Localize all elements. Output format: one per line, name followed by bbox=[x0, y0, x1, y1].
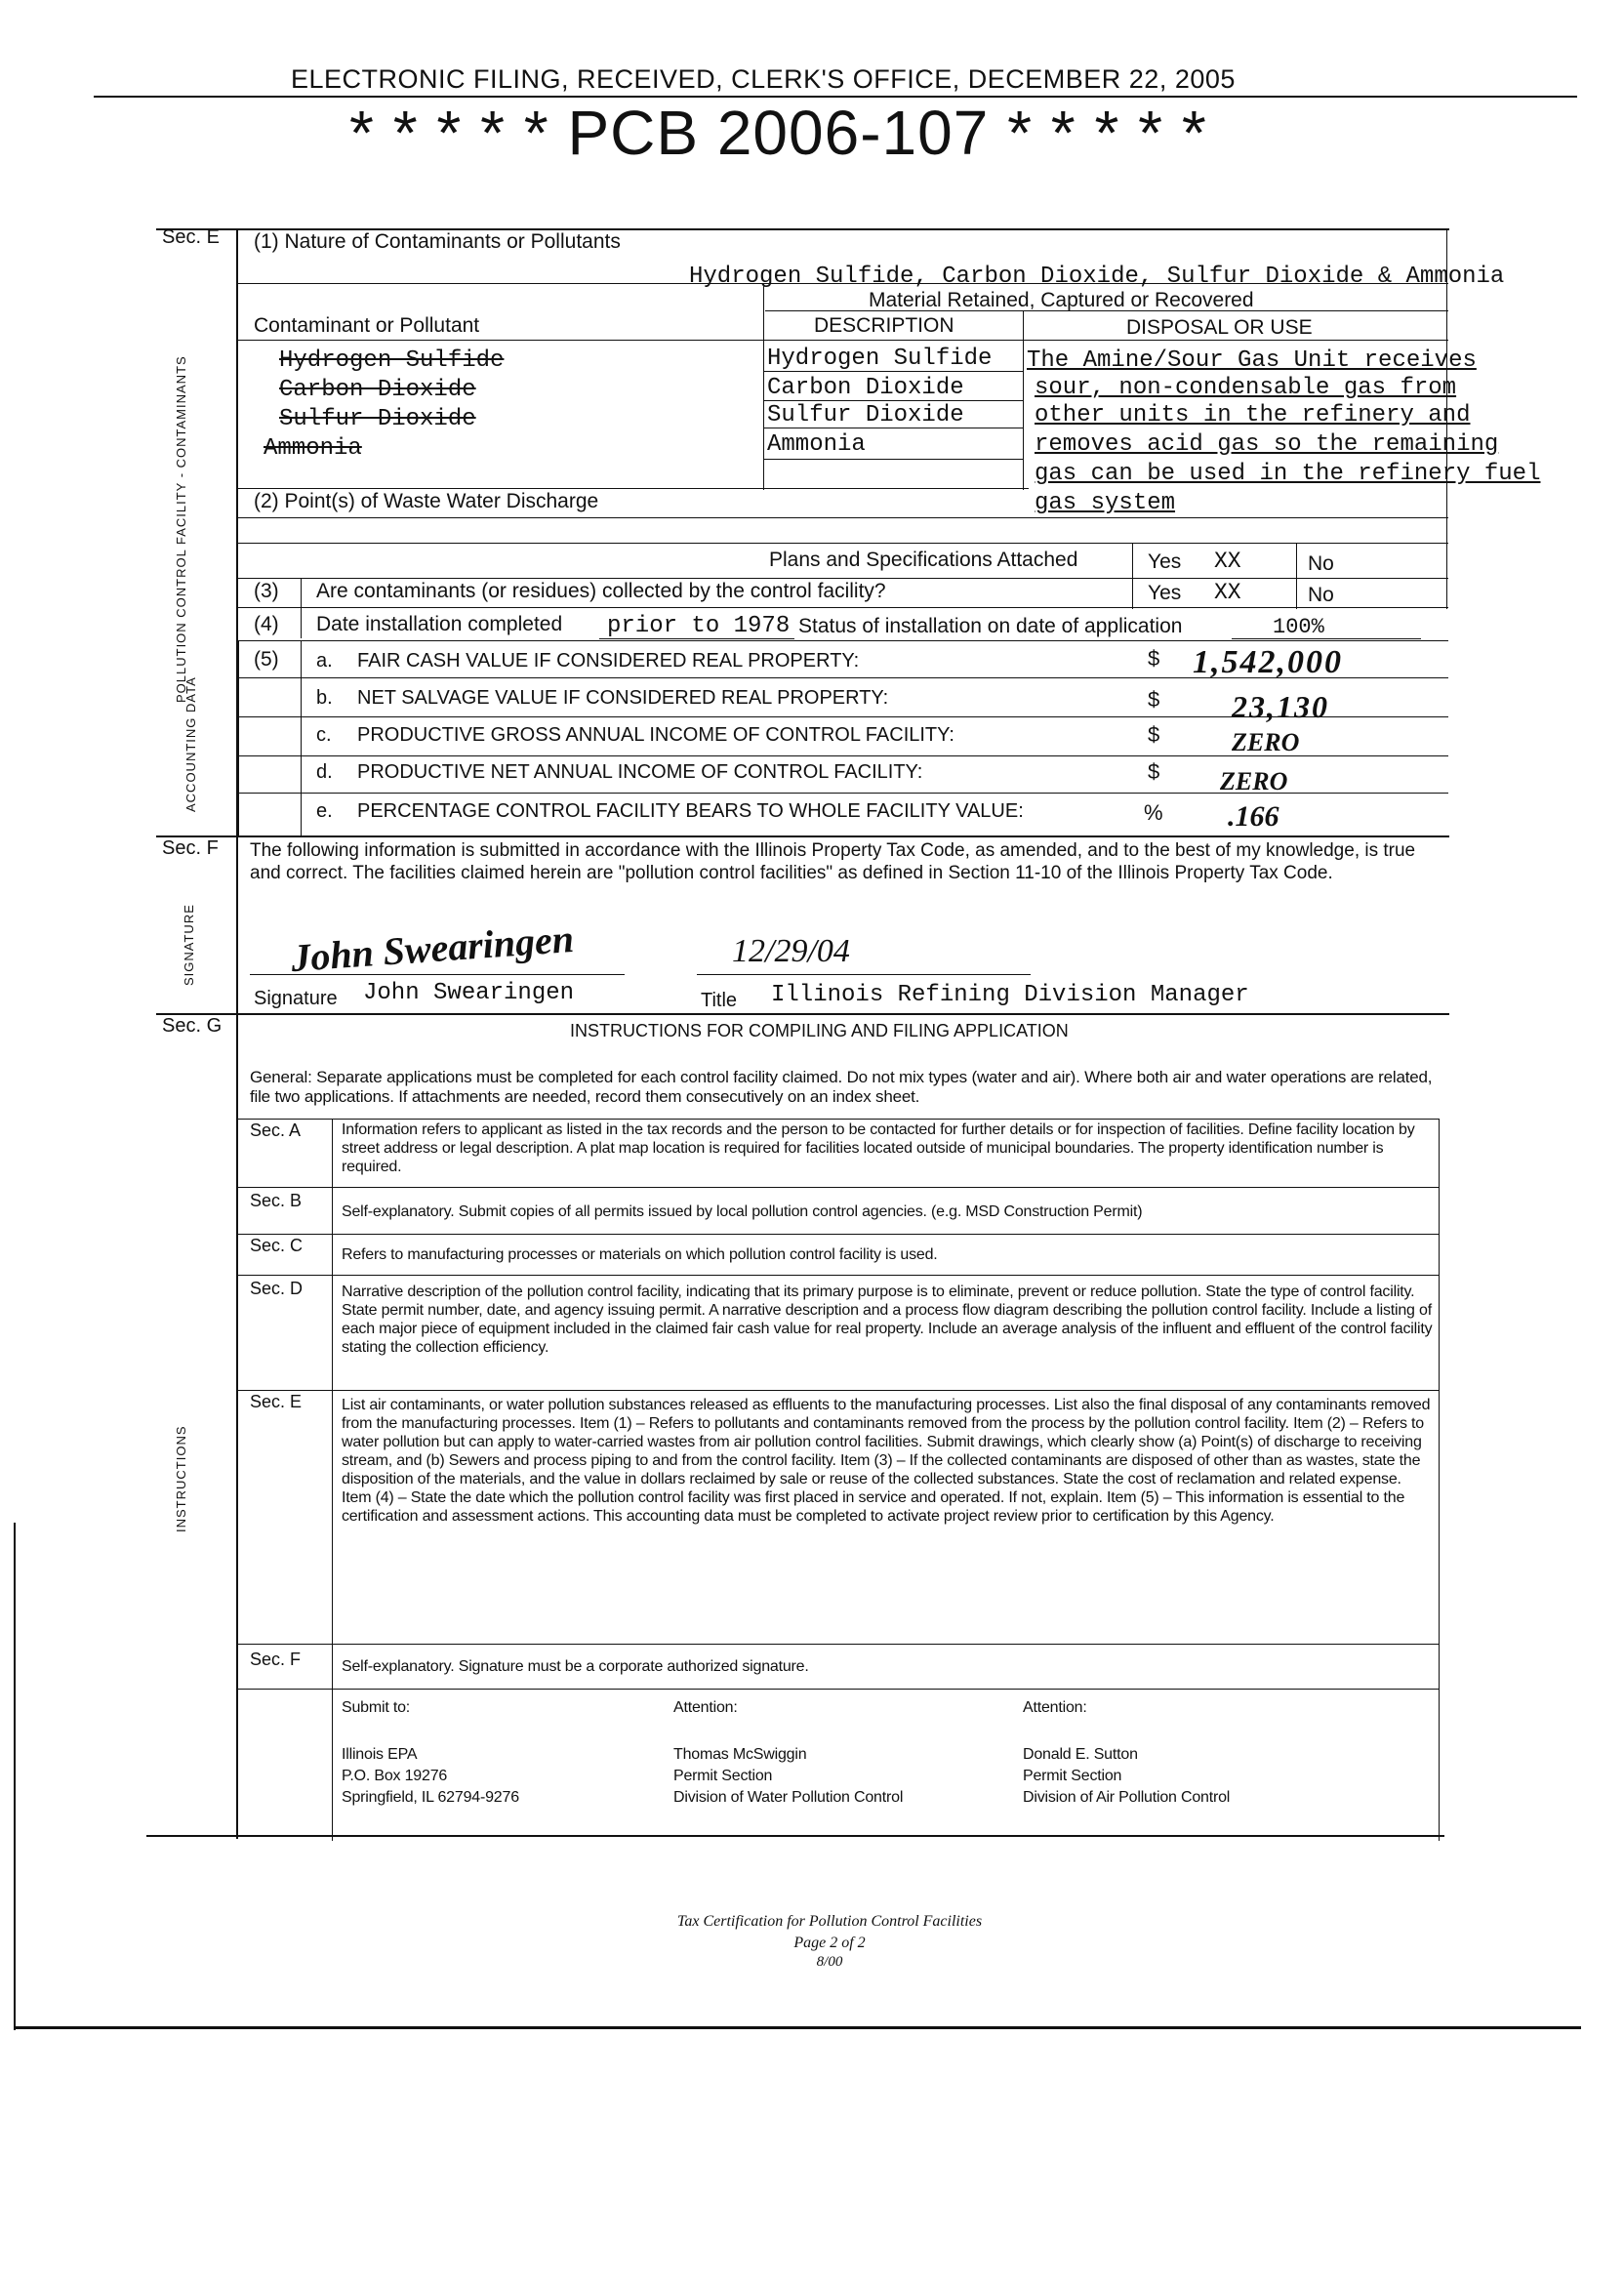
submit-line-1: Illinois EPA bbox=[342, 1746, 418, 1763]
item4-value-rule bbox=[599, 638, 794, 639]
plans-divider bbox=[1132, 543, 1133, 609]
plans-no-divider bbox=[1296, 543, 1297, 609]
acct-b-value: 23,130 bbox=[1232, 689, 1329, 724]
attention1-line-3: Division of Water Pollution Control bbox=[673, 1789, 904, 1806]
item5-num-divider bbox=[301, 640, 302, 835]
signature-label: Signature bbox=[254, 988, 338, 1009]
sec-g-general: General: Separate applications must be completed for each control facility claimed. Do not mix types (water and air). Where both air and water operations are related, file two applications. If attachments are needed, record them consecutively on an index sheet. bbox=[250, 1068, 1433, 1106]
col-header-rule bbox=[238, 340, 1448, 341]
sec-f-side-label: SIGNATURE bbox=[182, 904, 196, 986]
plans-yes-value[interactable]: XX bbox=[1214, 549, 1241, 574]
instr-b-text: Self-explanatory. Submit copies of all permits issued by local pollution control agencies. (e.g. MSD Construction Permit) bbox=[342, 1203, 1143, 1220]
disposal-line-3: other units in the refinery and bbox=[1035, 402, 1471, 428]
instr-rule-d bbox=[236, 1390, 1439, 1391]
signature-rule bbox=[250, 974, 625, 975]
contaminant-4: Ammonia bbox=[264, 435, 362, 462]
item2-rule bbox=[238, 517, 1448, 518]
instr-right-frame bbox=[1439, 1119, 1440, 1841]
item-num-divider bbox=[301, 578, 302, 638]
row-rule-contam-end bbox=[238, 488, 1029, 489]
disposal-line-6: gas system bbox=[1035, 490, 1176, 516]
material-header: Material Retained, Captured or Recovered bbox=[869, 289, 1254, 311]
attention2-line-1: Donald E. Sutton bbox=[1023, 1746, 1138, 1763]
acct-b-letter: b. bbox=[316, 687, 333, 709]
item3-yes-value[interactable]: XX bbox=[1214, 580, 1241, 605]
acct-a-letter: a. bbox=[316, 650, 333, 672]
disposal-line-1: The Amine/Sour Gas Unit receives bbox=[1027, 347, 1477, 374]
page-bottom-rule bbox=[14, 2026, 1581, 2029]
acct-c-unit: $ bbox=[1148, 722, 1160, 747]
sec-f-bottom-rule bbox=[156, 1013, 1449, 1015]
item1-value: Hydrogen Sulfide, Carbon Dioxide, Sulfur Dioxide & Ammonia bbox=[689, 264, 1505, 290]
contaminant-2: Carbon Dioxide bbox=[279, 377, 476, 403]
item3-no-label: No bbox=[1308, 584, 1334, 606]
accounting-side-label: ACCOUNTING DATA bbox=[183, 676, 198, 812]
acct-d-unit: $ bbox=[1148, 759, 1160, 784]
item3-num: (3) bbox=[254, 580, 279, 602]
col-disposal: DISPOSAL OR USE bbox=[1126, 316, 1313, 339]
item4-rule bbox=[238, 640, 1448, 641]
instr-e-text: List air contaminants, or water pollution substances released as effluents to the manufacturing processes. List also the final disposal of any contaminants removed from the manufacturing processes. Item (1) – Refers to pollutants and contaminants removed from the process by the pollution control facility. Item (2) – Refers to water pollution but can apply to water-carried wastes from air pollution control facilities. Submit drawings, which clearly show (a) Point(s) of discharge to receiving stream, and (b) Sewers and process piping to and from the control facility. Item (3) – If the collected contaminants are disposed of other than as wastes, state the disposition of the materials, and the value in dollars reclaimed by sale or reuse of the collected substances. State the cost of reclamation and related expense. Item (4) – State the date which the pollution control facility was first placed in service and operated. If not, explain. Item (5) – This information is essential to the certification and assessment actions. This accounting data must be completed to activate project review prior to certification by this Agency. bbox=[342, 1397, 1431, 1525]
item3-yes-label: Yes bbox=[1148, 582, 1182, 604]
description-1: Hydrogen Sulfide bbox=[767, 346, 993, 372]
signature-name: John Swearingen bbox=[363, 980, 575, 1006]
instr-a-sec: Sec. A bbox=[250, 1121, 302, 1140]
item3-rule bbox=[238, 607, 1448, 608]
acct-c-label: PRODUCTIVE GROSS ANNUAL INCOME OF CONTROL FACILITY: bbox=[357, 724, 954, 746]
disposal-line-2: sour, non-condensable gas from bbox=[1035, 375, 1457, 401]
sec-e-side-label: POLLUTION CONTROL FACILITY - CONTAMINANTS bbox=[174, 355, 188, 703]
description-3: Sulfur Dioxide bbox=[767, 402, 964, 428]
contaminant-3: Sulfur Dioxide bbox=[279, 406, 476, 432]
sec-e-label: Sec. E bbox=[162, 226, 220, 248]
acct-c-letter: c. bbox=[316, 724, 332, 746]
acct-b-unit: $ bbox=[1148, 687, 1160, 712]
acct-d-value: ZERO bbox=[1220, 767, 1288, 795]
acct-rule-d bbox=[238, 793, 1448, 794]
instr-table-top bbox=[236, 1119, 1439, 1120]
instr-e-sec: Sec. E bbox=[250, 1392, 303, 1411]
footer-form-title: Tax Certification for Pollution Control Facilities bbox=[676, 1913, 983, 1930]
attention1-line-2: Permit Section bbox=[673, 1768, 773, 1784]
acct-rule-c bbox=[238, 755, 1448, 756]
item4-label: Date installation completed bbox=[316, 613, 563, 635]
desc-rule-1 bbox=[763, 371, 1023, 372]
sec-f-label: Sec. F bbox=[162, 837, 219, 859]
filing-stamp: ELECTRONIC FILING, RECEIVED, CLERK'S OFFICE, DECEMBER 22, 2005 bbox=[291, 64, 1236, 94]
date-rule bbox=[697, 974, 1031, 975]
acct-a-unit: $ bbox=[1148, 646, 1160, 671]
desc-rule-4 bbox=[763, 459, 1023, 460]
acct-e-letter: e. bbox=[316, 800, 333, 822]
acct-d-label: PRODUCTIVE NET ANNUAL INCOME OF CONTROL FACILITY: bbox=[357, 761, 923, 783]
item2-label: (2) Point(s) of Waste Water Discharge bbox=[254, 490, 599, 512]
description-2: Carbon Dioxide bbox=[767, 375, 964, 401]
plans-yes-label: Yes bbox=[1148, 550, 1182, 573]
title-value: Illinois Refining Division Manager bbox=[771, 982, 1249, 1008]
sec-g-heading: INSTRUCTIONS FOR COMPILING AND FILING APPLICATION bbox=[570, 1021, 1069, 1040]
attention1-label: Attention: bbox=[673, 1699, 738, 1716]
plans-no-label: No bbox=[1308, 552, 1334, 575]
acct-rule-b bbox=[238, 716, 1448, 717]
item5-num: (5) bbox=[254, 648, 279, 671]
instr-rule-f bbox=[236, 1689, 1439, 1690]
sec-g-label: Sec. G bbox=[162, 1015, 223, 1037]
title-label: Title bbox=[701, 990, 738, 1011]
item4-status-label: Status of installation on date of application bbox=[798, 615, 1183, 637]
instr-d-sec: Sec. D bbox=[250, 1279, 304, 1298]
footer-rev: 8/00 bbox=[816, 1954, 843, 1970]
instr-f-text: Self-explanatory. Signature must be a corporate authorized signature. bbox=[342, 1658, 809, 1675]
col-contaminant: Contaminant or Pollutant bbox=[254, 314, 480, 337]
attention2-label: Attention: bbox=[1023, 1699, 1087, 1716]
bottom-rule bbox=[146, 1835, 1444, 1837]
instr-sec-divider bbox=[332, 1119, 333, 1841]
material-rule bbox=[765, 310, 1448, 311]
disposal-line-4: removes acid gas so the remaining bbox=[1035, 431, 1499, 458]
instr-rule-c bbox=[236, 1275, 1439, 1276]
case-number: * * * * * PCB 2006-107 * * * * * bbox=[349, 98, 1207, 168]
signature-script: John Swearingen bbox=[289, 916, 576, 981]
col-divider-2 bbox=[1023, 310, 1024, 490]
disposal-line-5: gas can be used in the refinery fuel bbox=[1035, 461, 1541, 487]
attention2-line-2: Permit Section bbox=[1023, 1768, 1122, 1784]
item3-label: Are contaminants (or residues) collected by the control facility? bbox=[316, 580, 886, 602]
desc-rule-2 bbox=[763, 400, 1023, 401]
acct-d-letter: d. bbox=[316, 761, 333, 783]
instr-d-text: Narrative description of the pollution control facility, indicating that its primary purpose is to eliminate, prevent or reduce pollution. State the type of control facility. State permit number, date, and agency issuing permit. A narrative description and a process flow diagram describing the pollution control facility. Include a listing of each major piece of equipment included in the claimed fair cash value for real property. Include an average analysis of the influent and effluent of the control facility stating the collection efficiency. bbox=[342, 1284, 1433, 1356]
acct-rule-a bbox=[238, 677, 1448, 678]
instr-c-sec: Sec. C bbox=[250, 1236, 304, 1255]
instr-rule-b bbox=[236, 1234, 1439, 1235]
item4-value: prior to 1978 bbox=[607, 613, 791, 639]
submit-label: Submit to: bbox=[342, 1699, 411, 1716]
acct-e-label: PERCENTAGE CONTROL FACILITY BEARS TO WHOLE FACILITY VALUE: bbox=[357, 800, 1024, 822]
instr-a-text: Information refers to applicant as listed in the tax records and the person to be contacted for further details or for inspection of facilities. Define facility location by street address or legal description. A plat map location is required for facilities located outside of municipal boundaries. The property identification number is required. bbox=[342, 1121, 1415, 1175]
signature-date: 12/29/04 bbox=[732, 933, 850, 969]
acct-b-label: NET SALVAGE VALUE IF CONSIDERED REAL PROPERTY: bbox=[357, 687, 889, 709]
attention2-line-3: Division of Air Pollution Control bbox=[1023, 1789, 1231, 1806]
item1-rule bbox=[238, 283, 1448, 284]
acct-e-value: .166 bbox=[1228, 800, 1279, 833]
instr-b-sec: Sec. B bbox=[250, 1191, 303, 1210]
item1-label: (1) Nature of Contaminants or Pollutants bbox=[254, 230, 621, 253]
instr-rule-e bbox=[236, 1644, 1439, 1645]
submit-line-3: Springfield, IL 62794-9276 bbox=[342, 1789, 519, 1806]
plans-rule bbox=[238, 578, 1448, 579]
acct-a-label: FAIR CASH VALUE IF CONSIDERED REAL PROPERTY: bbox=[357, 650, 860, 672]
instr-f-sec: Sec. F bbox=[250, 1650, 302, 1669]
instr-c-text: Refers to manufacturing processes or materials on which pollution control facility is used. bbox=[342, 1246, 938, 1263]
instr-rule-a bbox=[236, 1187, 1439, 1188]
col-description: DESCRIPTION bbox=[814, 314, 954, 337]
attention1-line-1: Thomas McSwiggin bbox=[673, 1746, 807, 1763]
item2-rule-b bbox=[238, 543, 1448, 544]
item4-status-value: 100% bbox=[1273, 615, 1324, 639]
contaminant-1: Hydrogen Sulfide bbox=[279, 347, 505, 374]
acct-a-value: 1,542,000 bbox=[1193, 644, 1343, 680]
acct-e-unit: % bbox=[1144, 800, 1163, 825]
acct-c-value: ZERO bbox=[1232, 728, 1300, 756]
sec-g-side-label: INSTRUCTIONS bbox=[174, 1425, 188, 1532]
acct-rule-e bbox=[156, 835, 1449, 837]
footer-page: Page 2 of 2 bbox=[793, 1935, 866, 1951]
item4-num: (4) bbox=[254, 613, 279, 635]
item5-inner-divider bbox=[238, 640, 239, 835]
sec-f-statement: The following information is submitted in accordance with the Illinois Property Tax Code, as amended, and to the best of my knowledge, is true and correct. The facilities claimed herein are "pollution control facilities" as defined in Section 11-10 of the Illinois Property Tax Code. bbox=[250, 840, 1416, 883]
plans-label: Plans and Specifications Attached bbox=[769, 549, 1078, 571]
description-4: Ammonia bbox=[767, 431, 866, 458]
left-margin-line bbox=[236, 228, 238, 1839]
submit-line-2: P.O. Box 19276 bbox=[342, 1768, 448, 1784]
item4-status-rule bbox=[1232, 638, 1421, 639]
right-frame-2 bbox=[1446, 543, 1447, 609]
